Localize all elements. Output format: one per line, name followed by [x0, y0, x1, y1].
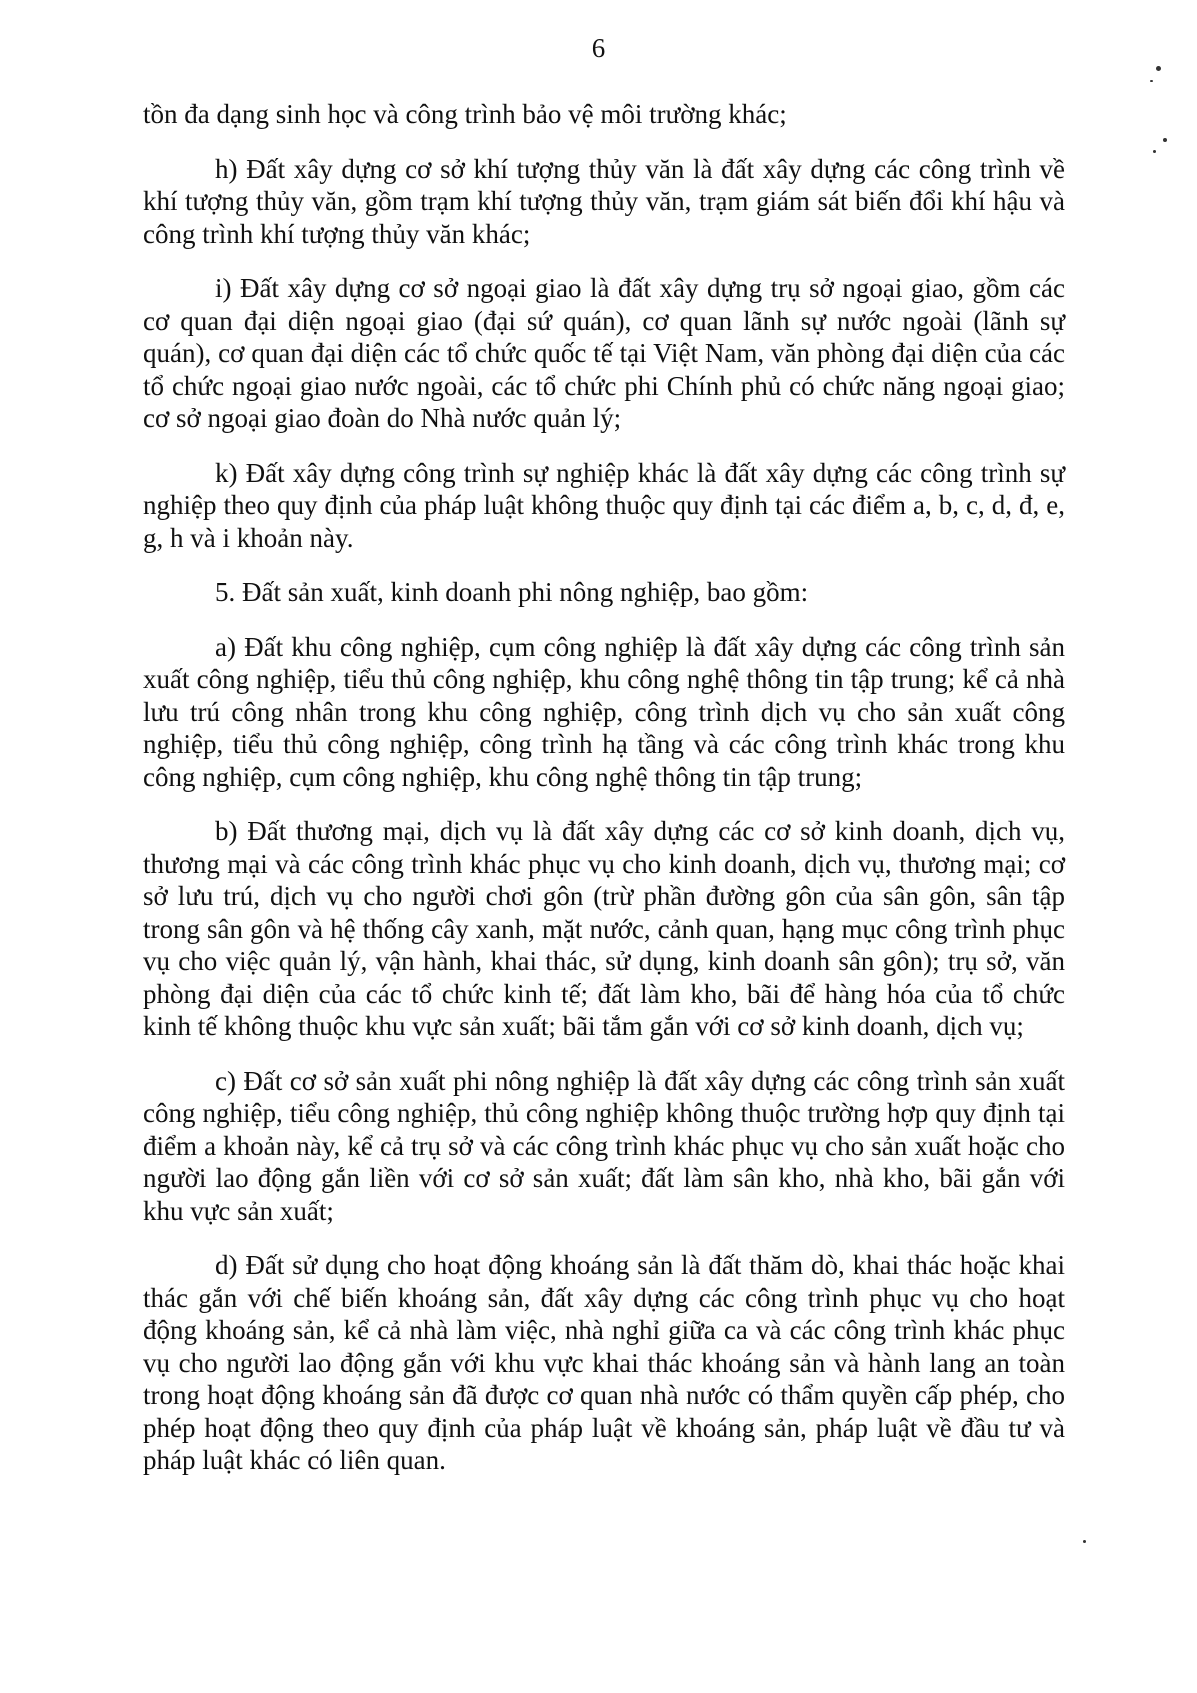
page-number: 6	[591, 33, 606, 63]
scan-speck	[1083, 1540, 1086, 1543]
scan-speck	[1153, 150, 1156, 153]
scan-speck	[1150, 80, 1153, 82]
paragraph-item-a: a) Đất khu công nghiệp, cụm công nghiệp là đất xây dựng các công trình sản xuất công nghiệp, tiểu thủ công nghiệp, khu công nghệ thông tin tập trung; kể cả nhà lưu trú công nhân trong khu công nghiệp, công trình dịch vụ cho sản xuất công nghiệp, tiểu thủ công nghiệp, công trình hạ tầng và các công trình khác trong khu công nghiệp, cụm công nghiệp, khu công nghệ thông tin tập trung;	[143, 631, 1065, 792]
paragraph-item-i: i) Đất xây dựng cơ sở ngoại giao là đất xây dựng trụ sở ngoại giao, gồm các cơ quan đại diện ngoại giao (đại sứ quán), cơ quan lãnh sự nước ngoài (lãnh sự quán), cơ quan đại diện các tổ chức quốc tế tại Việt Nam, văn phòng đại diện của các tổ chức ngoại giao nước ngoài, các tổ chức phi Chính phủ có chức năng ngoại giao; cơ sở ngoại giao đoàn do Nhà nước quản lý;	[143, 273, 1065, 433]
paragraph-item-c: c) Đất cơ sở sản xuất phi nông nghiệp là đất xây dựng các công trình sản xuất công nghiệp, tiểu công nghiệp, thủ công nghiệp không thuộc trường hợp quy định tại điểm a khoản này, kể cả trụ sở và các công trình khác phục vụ cho sản xuất hoặc cho người lao động gắn liền với cơ sở sản xuất; đất làm sân kho, nhà kho, bãi gắn với khu vực sản xuất;	[143, 1065, 1065, 1226]
scan-speck	[1163, 138, 1167, 142]
paragraph-continuation: tồn đa dạng sinh học và công trình bảo vệ môi trường khác;	[143, 99, 787, 129]
paragraph-item-h: h) Đất xây dựng cơ sở khí tượng thủy văn là đất xây dựng các công trình về khí tượng thủy văn, gồm trạm khí tượng thủy văn, trạm giám sát biến đổi khí hậu và công trình khí tượng thủy văn khác;	[143, 153, 1065, 249]
document-body	[143, 98, 1065, 1499]
section-5-heading: 5. Đất sản xuất, kinh doanh phi nông nghiệp, bao gồm:	[215, 577, 809, 607]
scan-speck	[1156, 66, 1161, 71]
paragraph-item-d: d) Đất sử dụng cho hoạt động khoáng sản là đất thăm dò, khai thác hoặc khai thác gắn với chế biến khoáng sản, đất xây dựng các công trình phục vụ cho hoạt động khoáng sản, kể cả nhà làm việc, nhà nghỉ giữa ca và các công trình khác phục vụ cho người lao động gắn với khu vực khai thác khoáng sản và hành lang an toàn trong hoạt động khoáng sản đã được cơ quan nhà nước có thẩm quyền cấp phép, cho phép hoạt động theo quy định của pháp luật về khoáng sản, pháp luật về đầu tư và pháp luật khác có liên quan.	[143, 1250, 1065, 1475]
paragraph-item-b: b) Đất thương mại, dịch vụ là đất xây dựng các cơ sở kinh doanh, dịch vụ, thương mại và các công trình khác phục vụ cho kinh doanh, dịch vụ, thương mại; cơ sở lưu trú, dịch vụ cho người chơi gôn (trừ phần đường gôn của sân gôn, sân tập trong sân gôn và hệ thống cây xanh, mặt nước, cảnh quan, hạng mục công trình phục vụ cho việc quản lý, vận hành, khai thác, sử dụng, kinh doanh sân gôn); trụ sở, văn phòng đại diện của các tổ chức kinh tế; đất làm kho, bãi để hàng hóa của tổ chức kinh tế không thuộc khu vực sản xuất; bãi tắm gắn với cơ sở kinh doanh, dịch vụ;	[143, 816, 1065, 1041]
paragraph-item-k: k) Đất xây dựng công trình sự nghiệp khác là đất xây dựng các công trình sự nghiệp theo quy định của pháp luật không thuộc quy định tại các điểm a, b, c, d, đ, e, g, h và i khoản này.	[143, 457, 1065, 553]
